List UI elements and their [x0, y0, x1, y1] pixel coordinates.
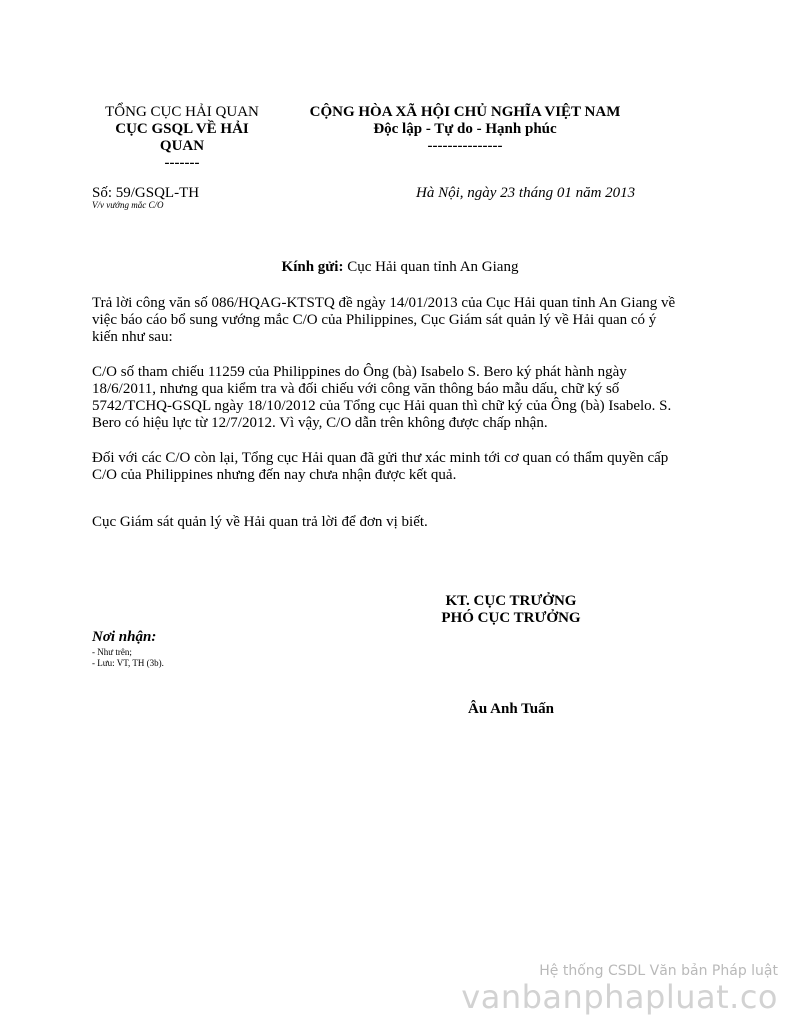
body-line: Bero có hiệu lực từ 12/7/2012. Vì vậy, C/O dẫn trên không được chấp nhận.: [92, 415, 548, 431]
signer-title-2: PHÓ CỤC TRƯỞNG: [441, 610, 581, 626]
recipient-label: Kính gửi:: [281, 259, 344, 275]
recipient-item: - Như trên;: [92, 647, 132, 657]
document-subject: V/v vướng mắc C/O: [92, 200, 164, 210]
recipient-item: - Lưu: VT, TH (3b).: [92, 658, 164, 668]
body-paragraph-1: [92, 295, 712, 346]
motto-separator: ---------------: [427, 138, 503, 154]
body-line: Đối với các C/O còn lại, Tổng cục Hải quan đã gửi thư xác minh tới cơ quan có thẩm quyền cấp: [92, 450, 669, 466]
watermark-line-2: vanbanphapluat.co: [461, 978, 778, 1016]
body-line: C/O số tham chiếu 11259 của Philippines do Ông (bà) Isabelo S. Bero ký phát hành ngày: [92, 364, 627, 380]
body-line: 5742/TCHQ-GSQL ngày 18/10/2012 của Tổng cục Hải quan thì chữ ký của Ông (bà) Isabelo. S.: [92, 398, 672, 414]
agency-separator: -------: [164, 155, 200, 171]
body-line: Cục Giám sát quản lý về Hải quan trả lời để đơn vị biết.: [92, 514, 428, 530]
body-paragraph-3: [92, 450, 712, 484]
signer-title-block: [404, 593, 618, 627]
signer-name: Âu Anh Tuấn: [468, 701, 554, 717]
recipients-label: Nơi nhận:: [92, 629, 157, 645]
signer-title-1: KT. CỤC TRƯỞNG: [445, 593, 577, 609]
national-motto: Độc lập - Tự do - Hạnh phúc: [373, 121, 557, 137]
body-line: C/O của Philippines nhưng đến nay chưa nhận được kết quả.: [92, 467, 457, 483]
body-paragraph-4: [92, 514, 712, 531]
country-name: CỘNG HÒA XÃ HỘI CHỦ NGHĨA VIỆT NAM: [309, 104, 621, 120]
issuing-agency-block: [92, 104, 272, 172]
body-paragraph-2: [92, 364, 712, 432]
agency-name-line-2: QUAN: [159, 138, 205, 154]
watermark-line-1: Hệ thống CSDL Văn bản Pháp luật: [539, 963, 778, 979]
body-line: kiến như sau:: [92, 329, 173, 345]
recipient-line: [92, 259, 708, 276]
national-title-block: [290, 104, 640, 155]
body-line: việc báo cáo bổ sung vướng mắc C/O của Philippines, Cục Giám sát quản lý về Hải quan có ý: [92, 312, 657, 328]
document-number: Số: 59/GSQL-TH: [92, 185, 200, 201]
agency-parent: TỔNG CỤC HẢI QUAN: [105, 104, 259, 120]
document-date: Hà Nội, ngày 23 tháng 01 năm 2013: [416, 185, 636, 201]
agency-name-line-1: CỤC GSQL VỀ HẢI: [115, 121, 249, 137]
recipient-name: Cục Hải quan tỉnh An Giang: [343, 259, 519, 275]
body-line: 18/6/2011, nhưng qua kiểm tra và đối chiếu với công văn thông báo mẫu dấu, chữ ký số: [92, 381, 620, 397]
body-line: Trả lời công văn số 086/HQAG-KTSTQ đề ngày 14/01/2013 của Cục Hải quan tỉnh An Giang về: [92, 295, 676, 311]
